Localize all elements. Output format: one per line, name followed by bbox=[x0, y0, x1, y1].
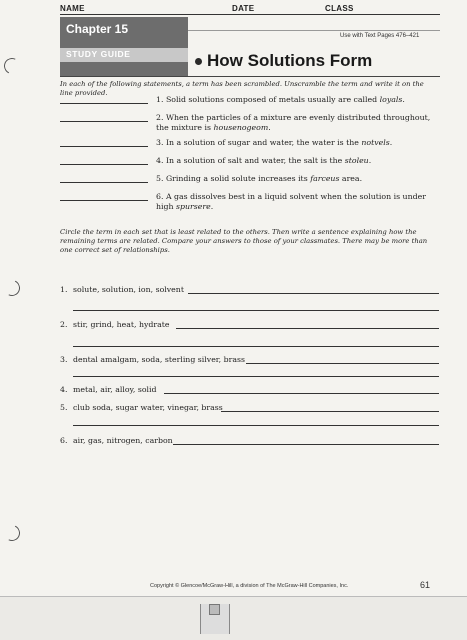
clip-knob bbox=[209, 604, 220, 615]
chapter-label: Chapter 15 bbox=[66, 22, 129, 36]
answer-line[interactable] bbox=[164, 393, 439, 394]
answer-line[interactable] bbox=[73, 310, 439, 311]
page-number: 61 bbox=[420, 580, 431, 590]
answer-line[interactable] bbox=[176, 328, 439, 329]
class-label: CLASS bbox=[325, 4, 354, 13]
header-row bbox=[0, 2, 467, 14]
scanner-edge bbox=[0, 596, 467, 597]
instructions-part2: Circle the term in each set that is least related to the others. Then write a sentence explaining how the remaining terms are related. Compare your answers to those of your classmates. There may be more than one correct set of relationships. bbox=[60, 228, 428, 254]
study-guide-label: STUDY GUIDE bbox=[66, 49, 131, 59]
use-with-note: Use with Text Pages 476–421 bbox=[340, 33, 420, 39]
header-rule bbox=[60, 14, 440, 15]
title-rule bbox=[60, 76, 440, 77]
instructions-part1: In each of the following statements, a term has been scrambled. Unscramble the term and write it on the line provided. bbox=[60, 80, 424, 97]
answer-blank[interactable] bbox=[60, 164, 148, 165]
answer-blank[interactable] bbox=[60, 200, 148, 201]
header-bar bbox=[188, 30, 440, 31]
answer-line[interactable] bbox=[221, 411, 439, 412]
answer-blank[interactable] bbox=[60, 121, 148, 122]
answer-blank[interactable] bbox=[60, 103, 148, 104]
scanner-bottom-strip bbox=[0, 596, 467, 640]
date-label: DATE bbox=[232, 4, 255, 13]
page-title: How Solutions Form bbox=[207, 51, 373, 70]
title-bullet-icon bbox=[195, 58, 202, 65]
answer-line[interactable] bbox=[73, 425, 439, 426]
answer-blank[interactable] bbox=[60, 146, 148, 147]
binder-hole-mark bbox=[2, 278, 23, 299]
name-label: NAME bbox=[60, 4, 85, 13]
answer-line[interactable] bbox=[73, 376, 439, 377]
answer-blank[interactable] bbox=[60, 182, 148, 183]
answer-line[interactable] bbox=[188, 293, 439, 294]
answer-line[interactable] bbox=[73, 346, 439, 347]
worksheet-page: NAME DATE CLASS Chapter 15 STUDY GUIDE Use with Text Pages 476–421 How Solutions Form In each of the following statements, a term has been scrambled. Unscramble the term and write it on the line provided. 1. Solid solutions composed of metals usually are called loyals. 2. When the particles of a mixture are evenly distributed throughout, the mixture is housenogeom. 3. In a solution of sugar and water, the water is the notvels. 4. In a solution of salt and water, the salt is the stoleu. 5. Grinding a solid solute increases its farceus area. 6. A gas dissolves best in a liquid solvent when the solution is under high spursere. Circle the term in each set that is least related to the others. Then write a sentence explaining how the remaining terms are related. Compare your answers to those of your classmates. There may be more than one correct set of relationships. 1. solute, solution, ion, solvent 2. stir, grind, heat, hydrate 3. dental amalgam, soda, sterling silver, brass 4. metal, air, alloy, solid 5. club soda, sugar water, vinegar, brass 6. air, gas, nitrogen, carbon Copyright © Glencoe/McGraw-Hill, a division of The McGraw-Hill Companies, Inc. 61 bbox=[0, 0, 467, 640]
binder-hole-mark bbox=[2, 523, 23, 544]
answer-line[interactable] bbox=[173, 444, 439, 445]
copyright-footer: Copyright © Glencoe/McGraw-Hill, a division of The McGraw-Hill Companies, Inc. bbox=[150, 583, 349, 589]
binder-hole-mark bbox=[2, 56, 23, 77]
answer-line[interactable] bbox=[246, 363, 439, 364]
